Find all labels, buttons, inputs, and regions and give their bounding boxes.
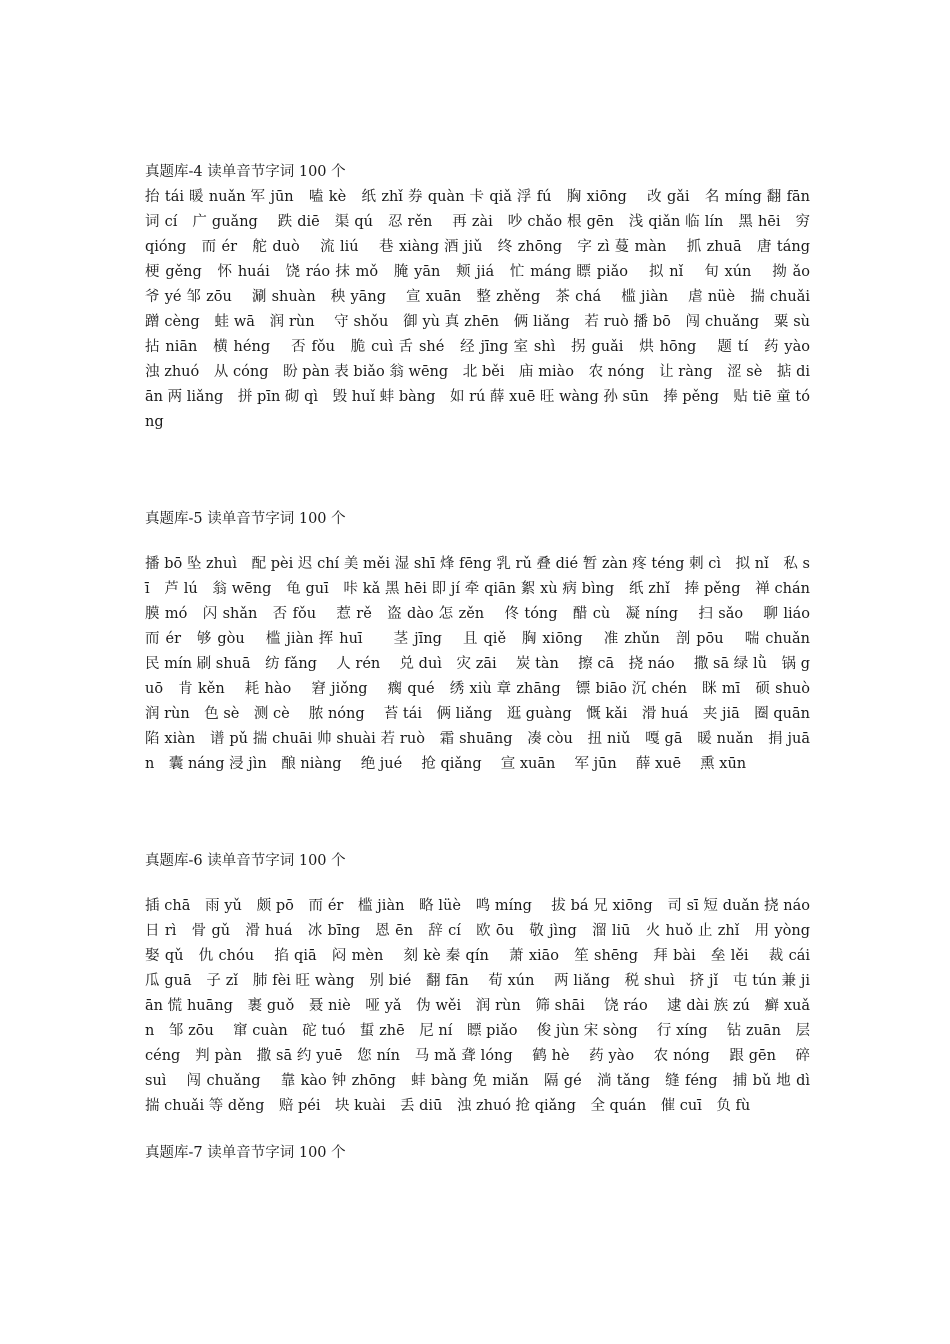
section-6-heading: 真题库-6 读单音节字词 100 个 bbox=[145, 853, 346, 869]
section-7-heading: 真题库-7 读单音节字词 100 个 bbox=[145, 1145, 346, 1161]
document-page bbox=[145, 160, 839, 1166]
section-5-word-list: 播 bō 坠 zhuì 配 pèi 迟 chí 美 měi 湿 shī 烽 fēng 乳 rǔ 叠 dié 暂 zàn 疼 téng 刺 cì 拟 nǐ 私 sī 芦 lú 翁 wēng 龟 guī 咔 kǎ 黑 hēi 即 jí 牵 qiān 絮 xù 病 bìng 纸 zhǐ 捧 pěng 禅 chán 膜 mó 闪 shǎn 否 fǒu 惹 rě 盗 dào 怎 zěn 佟 tóng 醋 cù 凝 níng 扫 sǎo 聊 liáo 而 ér 够 gòu 槛 jiàn 挥 huī 茎 jīng 且 qiě 胸 xiōng 准 zhǔn 剖 pōu 喘 chuǎn 民 mín 刷 shuā 纺 fǎng 人 rén 兑 duì 灾 zāi 炭 tàn 擦 cā 挠 náo 撒 sā 绿 lǜ 锅 guō 肯 kěn 耗 hào 窘 jiǒng 瘸 qué 绣 xiù 章 zhāng 镖 biāo 沉 chén 眯 mī 硕 shuò 润 rùn 色 sè 测 cè 脓 nóng 苔 tái 俩 liǎng 逛 guàng 慨 kǎi 滑 huá 夹 jiā 圈 quān 陷 xiàn 谱 pǔ 揣 chuāi 帅 shuài 若 ruò 霜 shuāng 凑 còu 扭 niǔ 嘎 gā 暖 nuǎn 捐 juān 囊 náng 浸 jìn 酿 niàng 绝 jué 抢 qiǎng 宣 xuān 军 jūn 薛 xuē 熏 xūn bbox=[145, 556, 830, 772]
section-6-word-list: 插 chā 雨 yǔ 颇 pō 而 ér 槛 jiàn 略 lüè 鸣 míng 拔 bá 兄 xiōng 司 sī 短 duǎn 挠 náo 日 rì 骨 gǔ 滑 huá 冰 bīng 恩 ēn 辞 cí 欧 ōu 敬 jìng 溜 liū 火 huǒ 止 zhǐ 用 yòng 娶 qǔ 仇 chóu 掐 qiā 闷 mèn 刻 kè 秦 qín 萧 xiāo 笙 shēng 拜 bài 垒 lěi 裁 cái 瓜 guā 子 zǐ 肺 fèi 旺 wàng 别 bié 翻 fān 荀 xún 两 liǎng 税 shuì 挤 jǐ 屯 tún 兼 jiān 慌 huāng 裹 guǒ 聂 niè 哑 yǎ 伪 wěi 润 rùn 筛 shāi 饶 ráo 逮 dài 族 zú 癣 xuǎn 邹 zōu 窜 cuàn 砣 tuó 蜇 zhē 尼 ní 瞟 piǎo 俊 jùn 宋 sòng 行 xíng 钻 zuān 层 céng 判 pàn 撒 sā 约 yuē 您 nín 马 mǎ 聋 lóng 鹤 hè 药 yào 农 nóng 跟 gēn 碎 suì 闯 chuǎng 靠 kào 钟 zhōng 蚌 bàng 免 miǎn 隔 gé 淌 tǎng 缝 féng 捕 bǔ 地 dì 揣 chuǎi 等 děng 赔 péi 块 kuài 丢 diū 浊 zhuó 抢 qiǎng 全 quán 催 cuī 负 fù bbox=[145, 898, 839, 1114]
section-4-word-list: 抬 tái 暖 nuǎn 军 jūn 嗑 kè 纸 zhǐ 券 quàn 卡 qiǎ 浮 fú 胸 xiōng 改 gǎi 名 míng 翻 fān 词 cí 广 guǎng 跌 diē 渠 qú 忍 rěn 再 zài 吵 chǎo 根 gēn 浅 qiǎn 临 lín 黑 hēi 穷 qióng 而 ér 舵 duò 流 liú 巷 xiàng 酒 jiǔ 终 zhōng 字 zì 蔓 màn 抓 zhuā 唐 táng 梗 gěng 怀 huái 饶 ráo 抹 mǒ 腌 yān 颊 jiá 忙 máng 瞟 piǎo 拟 nǐ 旬 xún 拗 ǎo 爷 yé 邹 zōu 涮 shuàn 秧 yāng 宣 xuān 整 zhěng 茶 chá 槛 jiàn 虐 nüè 揣 chuǎi 蹭 cèng 蛙 wā 润 rùn 守 shǒu 御 yù 真 zhēn 俩 liǎng 若 ruò 播 bō 闯 chuǎng 粟 sù 拈 niān 横 héng 否 fǒu 脆 cuì 舌 shé 经 jīng 室 shì 拐 guǎi 烘 hōng 题 tí 药 yào 浊 zhuó 从 cóng 盼 pàn 表 biǎo 翁 wēng 北 běi 庙 miào 农 nóng 让 ràng 涩 sè 掂 diān 两 liǎng 拼 pīn 砌 qì 毁 huǐ 蚌 bàng 如 rú 薛 xuē 旺 wàng 孙 sūn 捧 pěng 贴 tiē 童 tóng bbox=[145, 189, 830, 430]
section-4-heading: 真题库-4 读单音节字词 100 个 bbox=[145, 164, 346, 180]
section-5-heading: 真题库-5 读单音节字词 100 个 bbox=[145, 511, 346, 527]
